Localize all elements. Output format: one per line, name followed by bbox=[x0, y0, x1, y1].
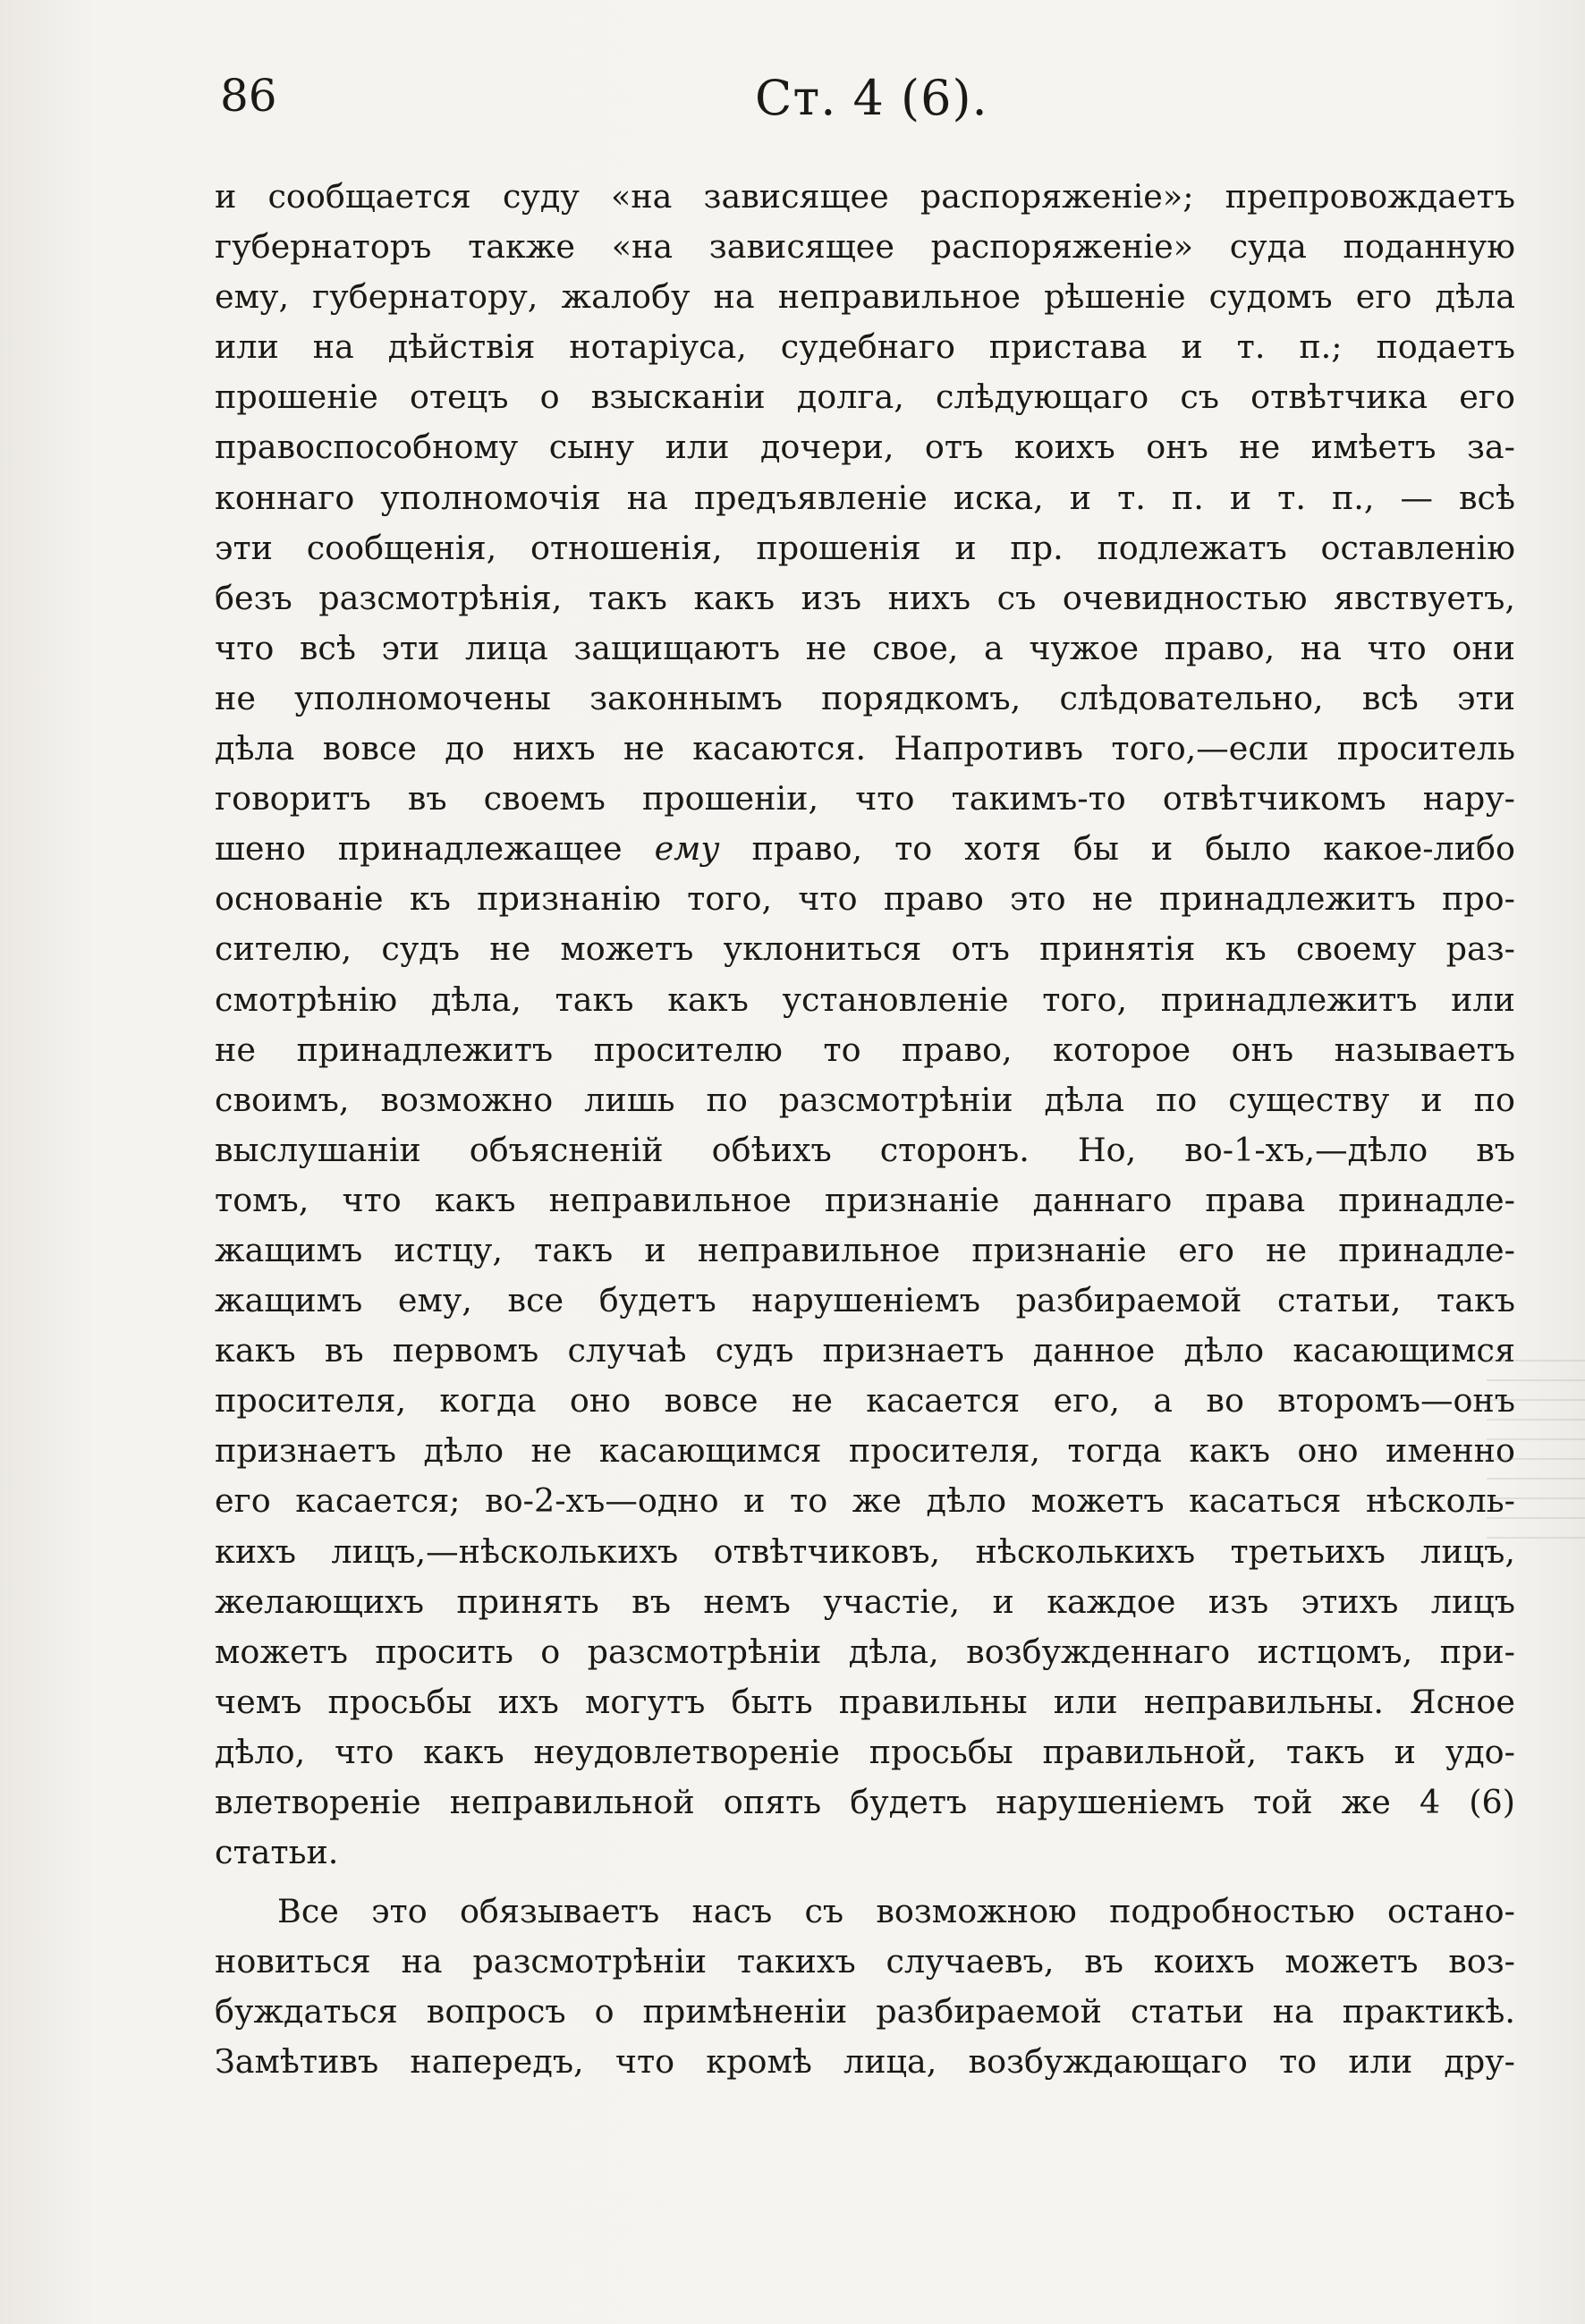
text-line: смотрѣнію дѣла, такъ какъ установленіе того, принадлежитъ или bbox=[215, 980, 1515, 1019]
text-line: правоспособному сыну или дочери, отъ коихъ онъ не имѣетъ за- bbox=[215, 428, 1515, 467]
text-line: чемъ просьбы ихъ могутъ быть правильны или неправильны. Ясное bbox=[215, 1682, 1515, 1721]
body-text bbox=[215, 172, 1515, 2088]
text-line: или на дѣйствія нотаріуса, судебнаго пристава и т. п.; подаетъ bbox=[215, 327, 1515, 367]
running-title: Ст. 4 (6). bbox=[755, 70, 988, 126]
text-line: не принадлежитъ просителю то право, которое онъ называетъ bbox=[215, 1030, 1515, 1069]
text-line: дѣла вовсе до нихъ не касаются. Напротивъ того,—если проситель bbox=[215, 729, 1515, 768]
text-line: признаетъ дѣло не касающимся просителя, тогда какъ оно именно bbox=[215, 1431, 1515, 1471]
text-line: безъ разсмотрѣнія, такъ какъ изъ нихъ съ очевидностью явствуетъ, bbox=[215, 578, 1515, 617]
text-line: можетъ просить о разсмотрѣніи дѣла, возбужденнаго истцомъ, при- bbox=[215, 1632, 1515, 1671]
text-line: буждаться вопросъ о примѣненіи разбираемой статьи на практикѣ. bbox=[215, 1992, 1515, 2031]
text-line: желающихъ принять въ немъ участіе, и каждое изъ этихъ лицъ bbox=[215, 1582, 1515, 1621]
text-line: просителя, когда оно вовсе не касается его, а во второмъ—онъ bbox=[215, 1381, 1515, 1421]
text-line: его касается; во-2-хъ—одно и то же дѣло можетъ касаться нѣсколь- bbox=[215, 1481, 1515, 1521]
text-segment: право, то хотя бы и было какое-либо bbox=[751, 829, 1515, 869]
text-line: статьи. bbox=[215, 1833, 339, 1872]
emphasis-word: ему bbox=[654, 829, 720, 869]
text-line: новиться на разсмотрѣніи такихъ случаевъ, въ коихъ можетъ воз- bbox=[215, 1942, 1515, 1981]
text-line: основаніе къ признанію того, что право это не принадлежитъ про- bbox=[215, 879, 1515, 919]
bleed-through-mark bbox=[1487, 1360, 1585, 1539]
text-line: какъ въ первомъ случаѣ судъ признаетъ данное дѣло касающимся bbox=[215, 1331, 1515, 1370]
text-line-with-emphasis bbox=[215, 824, 1515, 874]
text-line: прошеніе отецъ о взысканіи долга, слѣдующаго съ отвѣтчика его bbox=[215, 377, 1515, 417]
text-line: кихъ лицъ,—нѣсколькихъ отвѣтчиковъ, нѣсколькихъ третьихъ лицъ, bbox=[215, 1531, 1515, 1571]
page-number: 86 bbox=[220, 70, 277, 122]
text-line: эти сообщенія, отношенія, прошенія и пр. подлежатъ оставленію bbox=[215, 528, 1515, 567]
text-line: не уполномочены законнымъ порядкомъ, слѣдовательно, всѣ эти bbox=[215, 678, 1515, 717]
text-line: жащимъ ему, все будетъ нарушеніемъ разбираемой статьи, такъ bbox=[215, 1281, 1515, 1320]
paragraph-first-line: Все это обязываетъ насъ съ возможною подробностью остано- bbox=[277, 1892, 1515, 1931]
text-line: дѣло, что какъ неудовлетвореніе просьбы правильной, такъ и удо- bbox=[215, 1732, 1515, 1771]
text-line: Замѣтивъ напередъ, что кромѣ лица, возбуждающаго то или дру- bbox=[215, 2042, 1515, 2082]
text-line: ему, губернатору, жалобу на неправильное рѣшеніе судомъ его дѣла bbox=[215, 277, 1515, 317]
text-segment: шено принадлежащее bbox=[215, 829, 623, 869]
text-line: что всѣ эти лица защищаютъ не свое, а чужое право, на что они bbox=[215, 628, 1515, 667]
text-line: томъ, что какъ неправильное признаніе даннаго права принадле- bbox=[215, 1180, 1515, 1219]
text-line: коннаго уполномочія на предъявленіе иска, и т. п. и т. п., — всѣ bbox=[215, 478, 1515, 517]
text-line: своимъ, возможно лишь по разсмотрѣніи дѣла по существу и по bbox=[215, 1080, 1515, 1119]
text-line: жащимъ истцу, такъ и неправильное признаніе его не принадле- bbox=[215, 1230, 1515, 1269]
text-line: выслушаніи объясненій обѣихъ сторонъ. Но, во-1-хъ,—дѣло въ bbox=[215, 1130, 1515, 1169]
page-header bbox=[215, 70, 1530, 132]
text-line: губернаторъ также «на зависящее распоряженіе» суда поданную bbox=[215, 227, 1515, 267]
text-line: влетвореніе неправильной опять будетъ нарушеніемъ той же 4 (6) bbox=[215, 1783, 1515, 1821]
text-line: говоритъ въ своемъ прошеніи, что такимъ-то отвѣтчикомъ нару- bbox=[215, 779, 1515, 818]
text-line: и сообщается суду «на зависящее распоряженіе»; препровождаетъ bbox=[215, 177, 1515, 216]
text-line: сителю, судъ не можетъ уклониться отъ принятія къ своему раз- bbox=[215, 929, 1515, 969]
